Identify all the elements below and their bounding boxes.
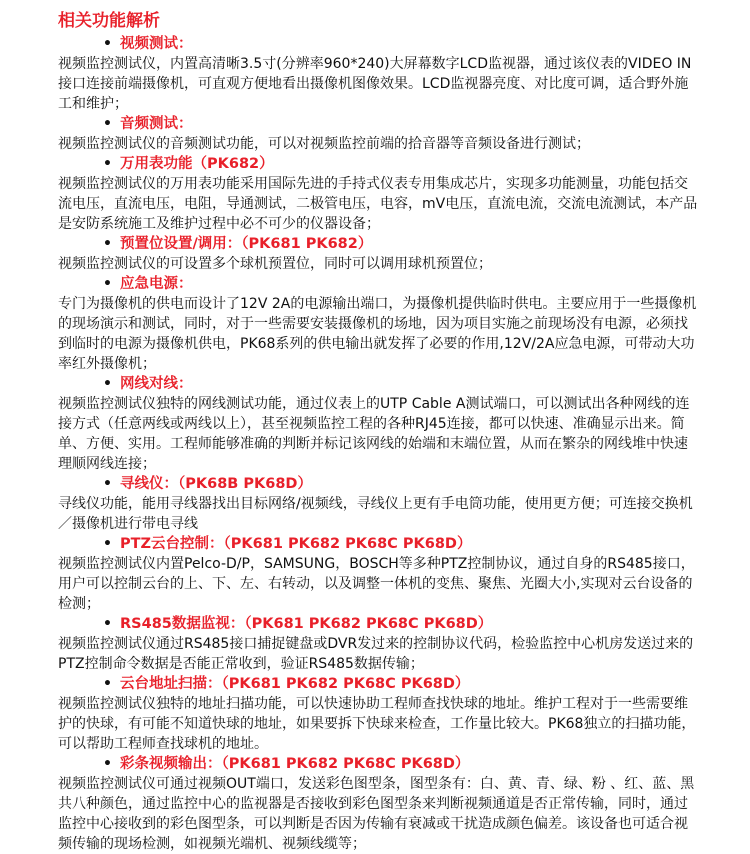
feature-section: [58, 674, 750, 754]
feature-section: [58, 534, 750, 614]
bullet-icon: •: [103, 36, 112, 52]
feature-description: 视频监控测试仪独特的地址扫描功能，可以快速协助工程师查找快球的地址。维护工程对于一些需要维护的快球，有可能不知道快球的地址，如果要拆下快球来检查，工作量比较大。PK68独立的扫描功能，可以帮助工程师查找球机的地址。: [58, 696, 696, 752]
feature-section: [58, 34, 750, 114]
feature-heading: [103, 674, 750, 694]
feature-section: [58, 754, 750, 854]
feature-description: 视频监控测试仪的音频测试功能，可以对视频监控前端的拾音器等音频设备进行测试；: [58, 136, 590, 152]
feature-section: [58, 614, 750, 674]
feature-heading: [103, 34, 750, 54]
bullet-icon: •: [103, 156, 112, 172]
feature-heading: [103, 374, 750, 394]
feature-description: 视频监控测试仪独特的网线测试功能，通过仪表上的UTP Cable A测试端口，可以测试出各种网线的连接方式（任意两线或两线以上），甚至视频监控工程的各种RJ45连接，都可以快速、准确显示出来。简单、方便、实用。工程师能够准确的判断并标记该网线的始端和末端位置，从而在繁杂的网线堆中快速理顺网线连接；: [58, 396, 690, 472]
feature-heading-text: PTZ云台控制：（PK681 PK682 PK68C PK68D）: [120, 536, 472, 552]
feature-section: [58, 234, 750, 274]
feature-heading: [103, 754, 750, 774]
bullet-icon: •: [103, 676, 112, 692]
bullet-icon: •: [103, 756, 112, 772]
bullet-icon: •: [103, 536, 112, 552]
feature-description: 视频监控测试仪的可设置多个球机预置位，同时可以调用球机预置位；: [58, 256, 492, 272]
feature-heading-text: 寻线仪：（PK68B PK68D）: [120, 476, 312, 492]
bullet-icon: •: [103, 276, 112, 292]
feature-section: [58, 154, 750, 234]
feature-heading-text: 万用表功能（PK682）: [120, 156, 274, 172]
feature-section: [58, 114, 750, 154]
feature-section: [58, 474, 750, 534]
feature-heading: [103, 114, 750, 134]
feature-heading-text: 彩条视频输出：（PK681 PK682 PK68C PK68D）: [120, 756, 470, 772]
feature-description: 专门为摄像机的供电而设计了12V 2A的电源输出端口，为摄像机提供临时供电。主要应用于一些摄像机的现场演示和测试，同时，对于一些需要安装摄像机的场地，因为项目实施之前现场没有电源，必须找到临时的电源为摄像机供电，PK68系列的供电输出就发挥了必要的作用,12V/2A应急电源，可带动大功率红外摄像机；: [58, 296, 697, 372]
feature-heading-text: 网线对线：: [120, 376, 193, 392]
feature-heading: [103, 234, 750, 254]
feature-heading: [103, 614, 750, 634]
feature-heading-text: 应急电源：: [120, 276, 193, 292]
feature-description: 寻线仪功能，能用寻线器找出目标网络/视频线，寻线仪上更有手电筒功能，使用更方便；可连接交换机／摄像机进行带电寻线: [58, 496, 693, 532]
feature-heading-text: 音频测试：: [120, 116, 193, 132]
feature-section: [58, 374, 750, 474]
feature-heading: [103, 274, 750, 294]
feature-description: 视频监控测试仪可通过视频OUT端口，发送彩色图型条，图型条有：白、黄、青、绿、粉 、红、蓝、黑共八种颜色，通过监控中心的监视器是否接收到彩色图型条来判断视频通道是否正常传输，同时，通过监控中心接收到的彩色图型条，可以判断是否因为传输有衰减或干扰造成颜色偏差。该设备也可适合视频传输的现场检测，如视频光端机、视频线缆等；: [58, 776, 695, 852]
feature-heading: [103, 154, 750, 174]
feature-heading-text: 预置位设置/调用：（PK681 PK682）: [120, 236, 373, 252]
feature-heading-text: RS485数据监视：（PK681 PK682 PK68C PK68D）: [120, 616, 493, 632]
bullet-icon: •: [103, 236, 112, 252]
feature-heading: [103, 534, 750, 554]
feature-description: 视频监控测试仪内置Pelco-D/P，SAMSUNG，BOSCH等多种PTZ控制协议，通过自身的RS485接口，用户可以控制云台的上、下、左、右转动，以及调整一体机的变焦、聚焦、光圈大小,实现对云台设备的检测；: [58, 556, 695, 612]
feature-heading-text: 云台地址扫描：（PK681 PK682 PK68C PK68D）: [120, 676, 470, 692]
feature-description: 视频监控测试仪，内置高清晰3.5寸(分辨率960*240)大屏幕数字LCD监视器，通过该仪表的VIDEO IN接口连接前端摄像机，可直观方便地看出摄像机图像效果。LCD监视器亮度、对比度可调，适合野外施工和维护；: [58, 56, 692, 112]
bullet-icon: •: [103, 376, 112, 392]
bullet-icon: •: [103, 616, 112, 632]
bullet-icon: •: [103, 476, 112, 492]
feature-section: [58, 274, 750, 374]
page-title: 相关功能解析: [58, 11, 160, 31]
feature-list: [58, 34, 750, 854]
feature-description: 视频监控测试仪通过RS485接口捕捉键盘或DVR发过来的控制协议代码，检验监控中心机房发送过来的PTZ控制命令数据是否能正常收到，验证RS485数据传输；: [58, 636, 694, 672]
feature-heading: [103, 474, 750, 494]
bullet-icon: •: [103, 116, 112, 132]
feature-heading-text: 视频测试：: [120, 36, 193, 52]
feature-description: 视频监控测试仪的万用表功能采用国际先进的手持式仪表专用集成芯片，实现多功能测量，功能包括交流电压，直流电压，电阻，导通测试，二极管电压，电容，mV电压，直流电流，交流电流测试，本产品是安防系统施工及维护过程中必不可少的仪器设备；: [58, 176, 698, 232]
